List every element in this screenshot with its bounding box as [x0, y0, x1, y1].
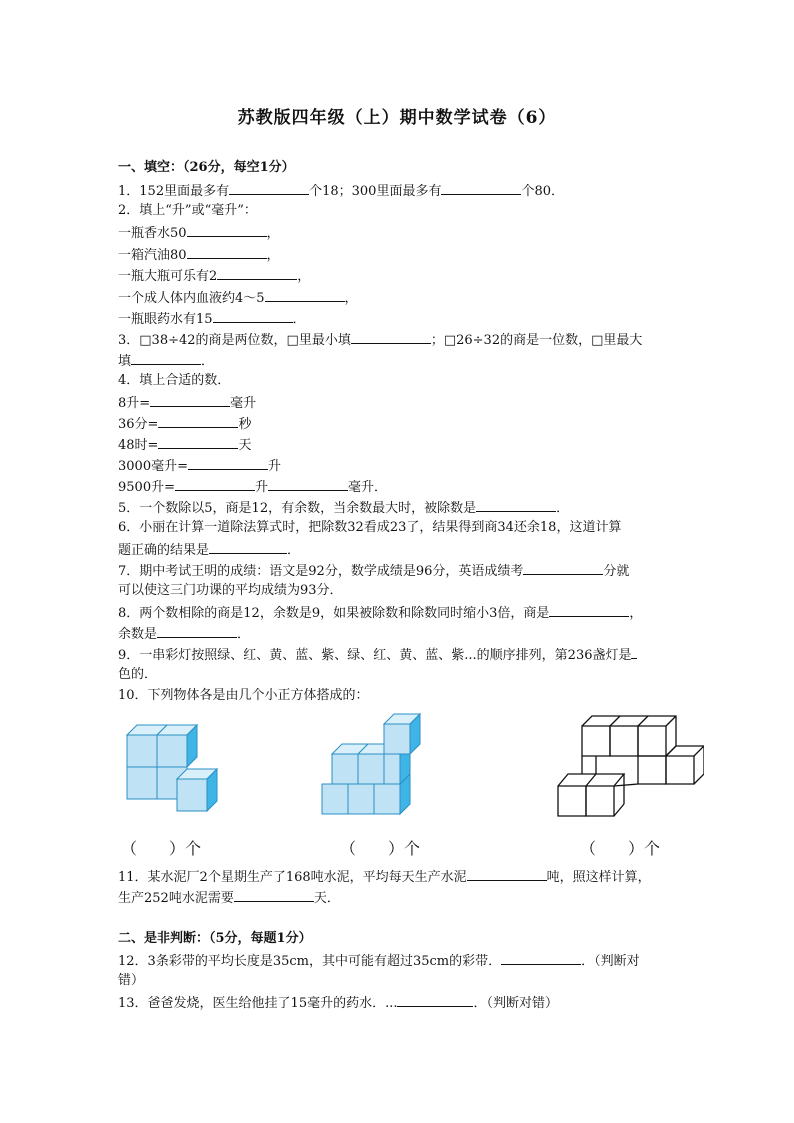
answer-blank[interactable] [476, 499, 556, 512]
question-4-item: 9500升= 升 毫升． [118, 480, 388, 495]
question-12-cont: 错） [118, 973, 145, 988]
question-9-cont: 色的． [118, 667, 158, 682]
question-7-cont: 可以使这三门功课的平均成绩为93分． [118, 583, 343, 598]
cube-figure-2 [318, 712, 430, 818]
question-2-item: 一瓶眼药水有15 ． [118, 312, 306, 327]
question-4-item: 3000毫升= 升 [118, 459, 281, 474]
question-4-stem: 4．填上合适的数． [118, 373, 231, 388]
answer-blank[interactable] [187, 224, 267, 237]
answer-blank[interactable] [501, 952, 581, 965]
question-11: 11．某水泥厂2个星期生产了168吨水泥，平均每天生产水泥 吨，照这样计算， [118, 870, 651, 885]
answer-blank[interactable] [188, 457, 268, 470]
question-6-cont: 题正确的结果是 ． [118, 543, 301, 558]
answer-blank[interactable] [131, 352, 201, 365]
question-9: 9．一串彩灯按照绿、红、黄、蓝、紫、绿、红、黄、蓝、紫...的顺序排列，第236盏灯是 [118, 646, 637, 664]
answer-blank[interactable] [217, 267, 297, 280]
question-8: 8．两个数相除的商是12，余数是9，如果被除数和除数同时缩小3倍，商是 ， [118, 606, 643, 621]
question-3-cont: 填 ． [118, 354, 215, 369]
answer-blank[interactable] [158, 436, 238, 449]
section-2-heading: 二、是非判断：（5分，每题1分） [118, 931, 312, 946]
question-8-cont: 余数是 ． [118, 627, 251, 642]
answer-blank[interactable] [213, 310, 293, 323]
question-4-item: 48时= 天 [118, 438, 252, 453]
question-7: 7．期中考试王明的成绩：语文是92分，数学成绩是96分，英语成绩考 分就 [118, 564, 630, 579]
answer-blank[interactable] [265, 289, 345, 302]
answer-blank[interactable] [157, 625, 237, 638]
answer-paren-2[interactable]: （ ）个 [340, 839, 421, 858]
cube-figure-3 [554, 712, 704, 820]
answer-paren-1[interactable]: （ ）个 [121, 839, 202, 858]
question-4-item: 36分= 秒 [118, 417, 252, 432]
answer-blank[interactable] [229, 182, 309, 195]
question-2-item: 一瓶大瓶可乐有2 ， [118, 269, 311, 284]
answer-blank[interactable] [209, 541, 287, 554]
cube-figure-1 [123, 715, 233, 815]
question-10-stem: 10．下列物体各是由几个小正方体搭成的： [118, 688, 369, 703]
answer-blank[interactable] [351, 331, 431, 344]
question-3: 3．□38÷42的商是两位数，□里最小填 ；□26÷32的商是一位数，□里最大 [118, 333, 643, 348]
question-1: 1．152里面最多有 个18；300里面最多有 个80． [118, 184, 564, 199]
question-11-cont: 生产252吨水泥需要 天． [118, 891, 340, 906]
section-1-heading: 一、填空：（26分，每空1分） [118, 160, 295, 175]
answer-blank[interactable] [150, 394, 230, 407]
page-title: 苏教版四年级（上）期中数学试卷（6） [237, 108, 557, 128]
answer-blank[interactable] [523, 562, 603, 575]
question-5: 5．一个数除以5，商是12，有余数，当余数最大时，被除数是 ． [118, 501, 570, 516]
answer-blank[interactable] [549, 604, 629, 617]
answer-blank[interactable] [158, 415, 238, 428]
answer-blank[interactable] [268, 478, 348, 491]
question-13: 13．爸爸发烧，医生给他挂了15毫升的药水．... ．（判断对错） [118, 996, 558, 1011]
question-2-item: 一瓶香水50 ， [118, 226, 280, 241]
question-2-item: 一箱汽油80 ， [118, 248, 280, 263]
answer-blank[interactable] [175, 478, 255, 491]
answer-blank[interactable] [397, 994, 473, 1007]
question-2-stem: 2．填上“升”或“毫升”： [118, 203, 257, 218]
question-4-item: 8升= 毫升 [118, 396, 257, 411]
answer-paren-3[interactable]: （ ）个 [580, 839, 661, 858]
answer-blank[interactable] [441, 182, 521, 195]
question-6: 6．小丽在计算一道除法算式时，把除数32看成23了，结果得到商34还余18，这道计算 [118, 520, 622, 535]
answer-blank[interactable] [234, 889, 314, 902]
answer-blank[interactable] [631, 646, 637, 659]
answer-blank[interactable] [467, 868, 547, 881]
answer-blank[interactable] [187, 246, 267, 259]
question-12: 12．3条彩带的平均长度是35cm，其中可能有超过35cm的彩带． ．（判断对 [118, 954, 640, 969]
question-2-item: 一个成人体内血液约4～5 ， [118, 291, 358, 306]
